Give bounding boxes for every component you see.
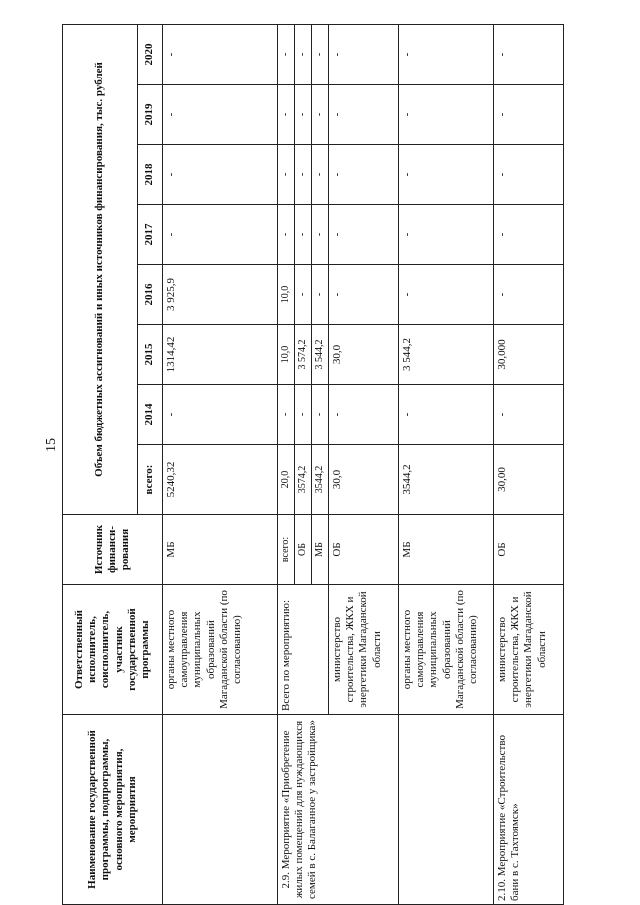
cell-2019: -: [278, 85, 295, 145]
cell-total: 3544,2: [312, 445, 329, 515]
cell-2019: -: [399, 85, 494, 145]
cell-2017: -: [312, 205, 329, 265]
cell-total: 3574,2: [295, 445, 312, 515]
cell-2016: -: [329, 265, 399, 325]
cell-source: ОБ: [494, 515, 564, 585]
header-year: 2015: [138, 325, 163, 385]
financing-table: [62, 24, 564, 905]
cell-2019: -: [329, 85, 399, 145]
cell-2017: -: [278, 205, 295, 265]
header-year: 2014: [138, 385, 163, 445]
cell-2018: -: [163, 145, 278, 205]
cell-source: ОБ: [295, 515, 312, 585]
cell-2014: -: [295, 385, 312, 445]
cell-2020: -: [329, 24, 399, 84]
cell-2019: -: [163, 85, 278, 145]
table-row: [399, 24, 494, 904]
cell-2016: 3 925,9: [163, 265, 278, 325]
cell-2020: -: [278, 24, 295, 84]
cell-2014: -: [312, 385, 329, 445]
cell-source: МБ: [163, 515, 278, 585]
cell-name: 2.10. Мероприятие «Строительство бани в с. Тахтоямск»: [494, 715, 564, 905]
cell-total: 5240,32: [163, 445, 278, 515]
cell-source: всего:: [278, 515, 295, 585]
cell-2015: 30,000: [494, 325, 564, 385]
cell-2018: -: [312, 145, 329, 205]
table-row: [278, 24, 295, 904]
cell-2020: -: [295, 24, 312, 84]
table-row: [163, 24, 278, 904]
header-name: Наименование государственной программы, подпрограммы, основного мероприятия, мероприятия: [63, 715, 163, 905]
header-executor: Ответственный исполнитель, соисполнитель, участник государственной программы: [63, 585, 163, 715]
cell-2019: -: [494, 85, 564, 145]
cell-2018: -: [295, 145, 312, 205]
cell-2016: -: [312, 265, 329, 325]
cell-total: 30,00: [494, 445, 564, 515]
cell-2020: -: [312, 24, 329, 84]
header-source: Источник финанси-рования: [63, 515, 163, 585]
page-number: 15: [44, 438, 59, 452]
cell-2018: -: [278, 145, 295, 205]
cell-name: [163, 715, 278, 905]
cell-source: ОБ: [329, 515, 399, 585]
header-year: 2018: [138, 145, 163, 205]
cell-2017: -: [295, 205, 312, 265]
cell-2015: 10,0: [278, 325, 295, 385]
rotated-table-container: [62, 0, 627, 905]
header-total: всего:: [138, 445, 163, 515]
cell-2018: -: [329, 145, 399, 205]
cell-2014: -: [329, 385, 399, 445]
cell-2020: -: [494, 24, 564, 84]
cell-name: [399, 715, 494, 905]
header-year: 2020: [138, 24, 163, 84]
cell-name: 2.9. Мероприятие «Приобретение жилых помещений для нуждающихся семей в с. Балаганное у застройщика»: [278, 715, 399, 905]
cell-2017: -: [399, 205, 494, 265]
cell-2014: -: [399, 385, 494, 445]
cell-2016: -: [399, 265, 494, 325]
cell-2018: -: [494, 145, 564, 205]
header-year: 2019: [138, 85, 163, 145]
cell-2015: 1314,42: [163, 325, 278, 385]
cell-2016: 10,0: [278, 265, 295, 325]
header-volume: Объем бюджетных ассигнований и иных источников финансирования, тыс. рублей: [63, 24, 138, 514]
cell-executor: министерство строительства, ЖКХ и энергетики Магаданской области: [329, 585, 399, 715]
cell-total: 20,0: [278, 445, 295, 515]
cell-total: 30,0: [329, 445, 399, 515]
cell-2014: -: [163, 385, 278, 445]
table-row: [494, 24, 564, 904]
cell-2015: 3 544,2: [399, 325, 494, 385]
cell-2015: 30,0: [329, 325, 399, 385]
cell-2019: -: [312, 85, 329, 145]
cell-source: МБ: [312, 515, 329, 585]
header-year: 2016: [138, 265, 163, 325]
cell-executor: министерство строительства, ЖКХ и энергетики Магаданской области: [494, 585, 564, 715]
cell-source: МБ: [399, 515, 494, 585]
cell-executor: органы местного самоуправления муниципальных образований Магаданской области (по согласованию): [399, 585, 494, 715]
cell-2017: -: [329, 205, 399, 265]
cell-2017: -: [163, 205, 278, 265]
cell-total: 3544,2: [399, 445, 494, 515]
header-year: 2017: [138, 205, 163, 265]
cell-executor: органы местного самоуправления муниципальных образований Магаданской области (по согласованию): [163, 585, 278, 715]
cell-2019: -: [295, 85, 312, 145]
cell-executor: Всего по мероприятию:: [278, 585, 329, 715]
cell-2014: -: [278, 385, 295, 445]
cell-2017: -: [494, 205, 564, 265]
cell-2014: -: [494, 385, 564, 445]
cell-2020: -: [163, 24, 278, 84]
cell-2020: -: [399, 24, 494, 84]
cell-2016: -: [295, 265, 312, 325]
cell-2018: -: [399, 145, 494, 205]
cell-2016: -: [494, 265, 564, 325]
cell-2015: 3 574,2: [295, 325, 312, 385]
cell-2015: 3 544,2: [312, 325, 329, 385]
